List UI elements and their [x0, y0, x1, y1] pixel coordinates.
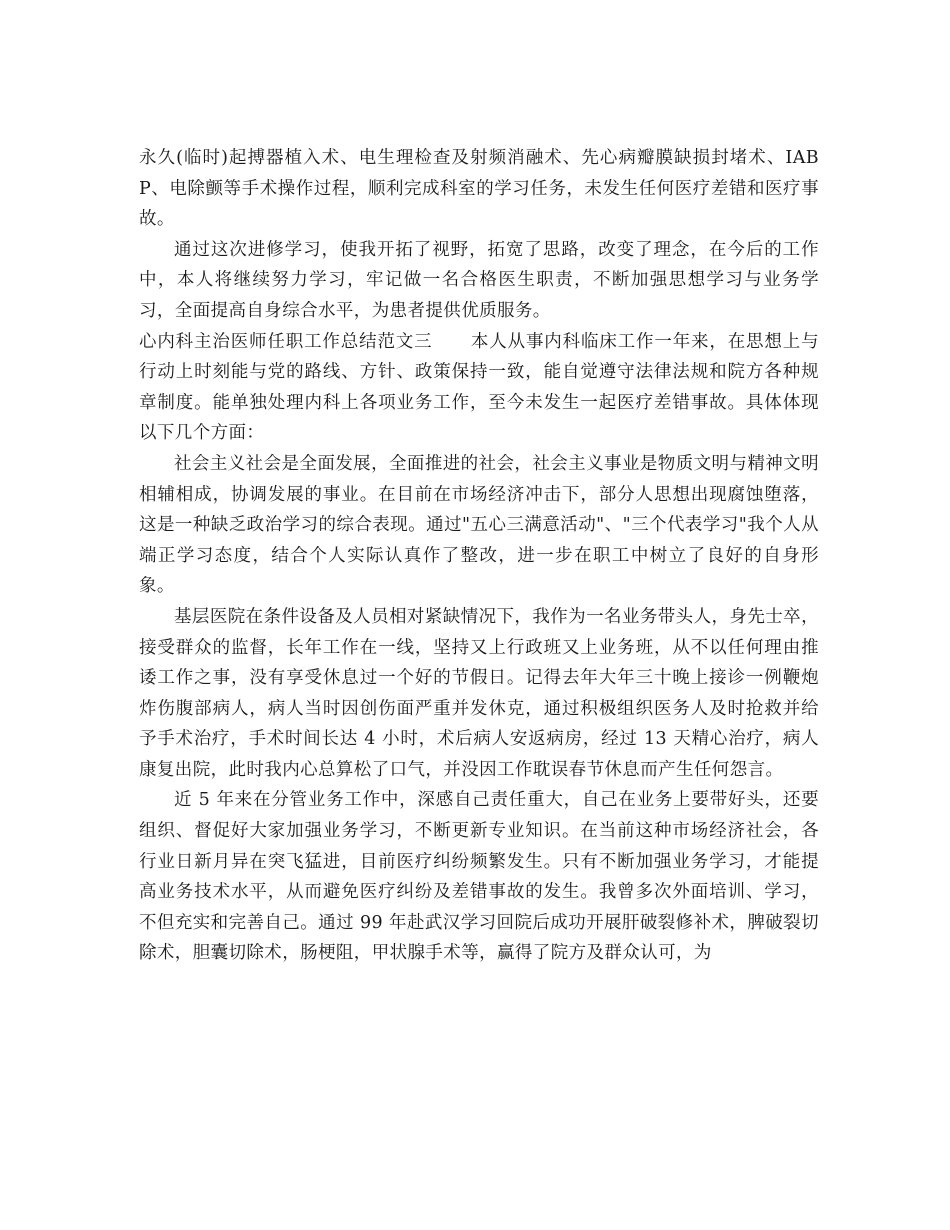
paragraph-5: 基层医院在条件设备及人员相对紧缺情况下，我作为一名业务带头人，身先士卒，接受群众的监督，长年工作在一线，坚持又上行政班又上业务班，从不以任何理由推诿工作之事，没有享受休息过一个好的节假日。记得去年大年三十晚上接诊一例鞭炮炸伤腹部病人，病人当时因创伤面严重并发休克，通过积极组织医务人及时抢救并给予手术治疗，手术时间长达 4 小时，术后病人安返病房，经过 13 天精心治疗，病人康复出院，此时我内心总算松了口气，并没因工作耽误春节休息而产生任何怨言。 [139, 606, 819, 780]
paragraph-2: 通过这次进修学习，使我开拓了视野，拓宽了思路，改变了理念，在今后的工作中，本人将继续努力学习，牢记做一名合格医生职责，不断加强思想学习与业务学习，全面提高自身综合水平，为患者提供优质服务。 [139, 239, 819, 321]
paragraph-3 [139, 327, 819, 449]
heading-gap [432, 332, 470, 352]
paragraph-6: 近 5 年来在分管业务工作中，深感自己责任重大，自己在业务上要带好头，还要组织、督促好大家加强业务学习，不断更新专业知识。在当前这种市场经济社会，各行业日新月异在突飞猛进，目前医疗纠纷频繁发生。只有不断加强业务学习，才能提高业务技术水平，从而避免医疗纠纷及差错事故的发生。我曾多次外面培训、学习，不但充实和完善自己。通过 99 年赴武汉学习回院后成功开展肝破裂修补术，脾破裂切除术，胆囊切除术，肠梗阻，甲状腺手术等，赢得了院方及群众认可，为 [139, 790, 819, 964]
section-heading: 心内科主治医师任职工作总结范文三 [139, 331, 433, 352]
document-body [139, 143, 819, 969]
paragraph-3-text: 本人从事内科临床工作一年来，在思想上与行动上时刻能与党的路线、方针、政策保持一致，能自觉遵守法律法规和院方各种规章制度。能单独处理内科上各项业务工作，至今未发生一起医疗差错事故。具体体现以下几个方面： [139, 331, 819, 444]
paragraph-1: 永久(临时)起搏器植入术、电生理检查及射频消融术、先心病瓣膜缺损封堵术、IABP、电除颤等手术操作过程，顺利完成科室的学习任务，未发生任何医疗差错和医疗事故。 [139, 148, 819, 230]
paragraph-4: 社会主义社会是全面发展，全面推进的社会，社会主义事业是物质文明与精神文明相辅相成，协调发展的事业。在目前在市场经济冲击下，部分人思想出现腐蚀堕落，这是一种缺乏政治学习的综合表现。通过"五心三满意活动"、"三个代表学习"我个人从端正学习态度，结合个人实际认真作了整改，进一步在职工中树立了良好的自身形象。 [139, 453, 819, 597]
